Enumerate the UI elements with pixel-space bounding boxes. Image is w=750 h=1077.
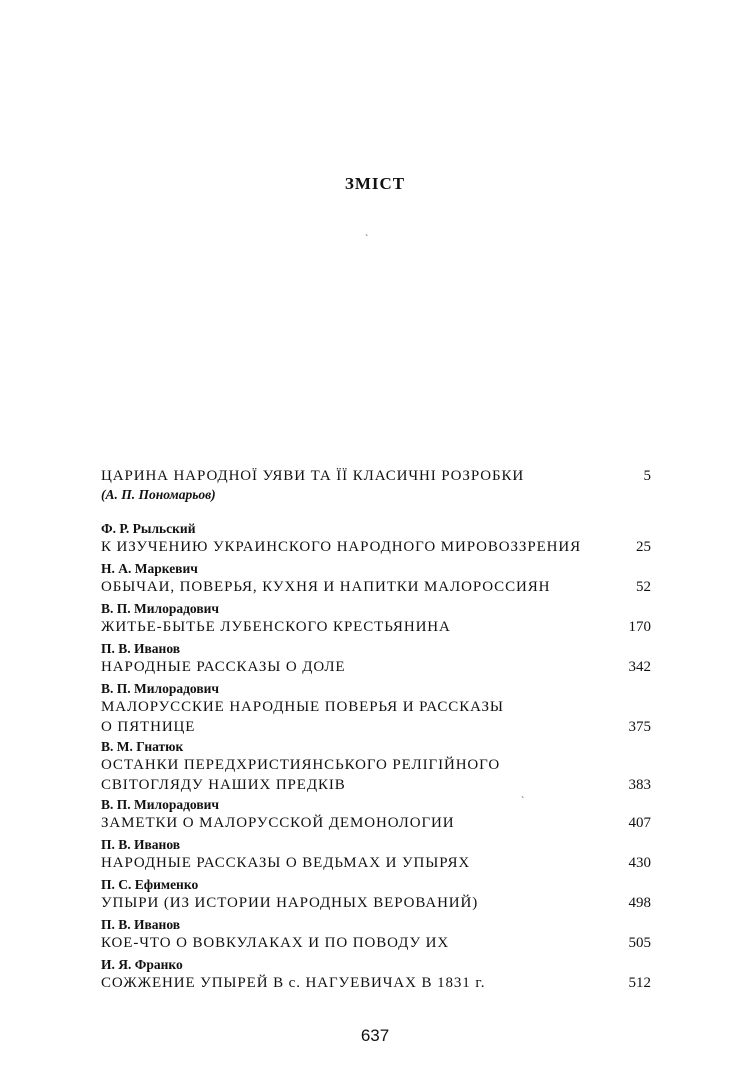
toc-entry[interactable] (101, 956, 651, 996)
page-number: 512 (628, 975, 651, 991)
scan-speck: ˋ (521, 796, 525, 807)
page-number: 170 (628, 619, 651, 635)
entry-title-line: ЦАРИНА НАРОДНОЇ УЯВИ ТА ЇЇ КЛАСИЧНІ РОЗРОБКИ (101, 468, 525, 484)
page-number: 25 (636, 539, 651, 555)
page-number: 407 (628, 815, 651, 831)
scan-speck: ˋ (365, 234, 369, 245)
entry-title-line: НАРОДНЫЕ РАССКАЗЫ О ДОЛЕ (101, 659, 346, 675)
toc-entry[interactable] (101, 836, 651, 876)
entry-title-line: К ИЗУЧЕНИЮ УКРАИНСКОГО НАРОДНОГО МИРОВОЗЗРЕНИЯ (101, 539, 582, 555)
toc-entry[interactable] (101, 560, 651, 600)
toc-entry[interactable] (101, 738, 651, 796)
entry-author: И. Я. Франко (101, 957, 183, 972)
page-number: 52 (636, 579, 651, 595)
page-title: ЗМІСТ (344, 174, 406, 193)
folio-page-number: 637 (360, 1026, 390, 1045)
entry-author: П. В. Иванов (101, 837, 181, 852)
page-number: 505 (628, 935, 651, 951)
entry-title-line: ОБЫЧАИ, ПОВЕРЬЯ, КУХНЯ И НАПИТКИ МАЛОРОССИЯН (101, 579, 551, 595)
entry-subtitle: (А. П. Пономарьов) (101, 487, 216, 502)
entry-title-line: ОСТАНКИ ПЕРЕДХРИСТИЯНСЬКОГО РЕЛІГІЙНОГО (101, 757, 501, 773)
entry-title-line: О ПЯТНИЦЕ (101, 719, 196, 735)
entry-title-line: СВІТОГЛЯДУ НАШИХ ПРЕДКІВ (101, 777, 346, 793)
page-number: 5 (643, 468, 651, 484)
entry-author: В. П. Милорадович (101, 681, 220, 696)
table-of-contents (101, 466, 651, 996)
entry-author: Н. А. Маркевич (101, 561, 198, 576)
entry-author: П. В. Иванов (101, 917, 181, 932)
page-number: 430 (628, 855, 651, 871)
entry-author: В. М. Гнатюк (101, 739, 184, 754)
entry-author: В. П. Милорадович (101, 601, 220, 616)
entry-title-line: НАРОДНЫЕ РАССКАЗЫ О ВЕДЬМАХ И УПЫРЯХ (101, 855, 471, 871)
entry-author: П. С. Ефименко (101, 877, 199, 892)
page-number: 375 (628, 719, 651, 735)
entry-author: Ф. Р. Рыльский (101, 521, 196, 536)
entry-title-line: МАЛОРУССКИЕ НАРОДНЫЕ ПОВЕРЬЯ И РАССКАЗЫ (101, 699, 504, 715)
entry-title-line: ЖИТЬЕ-БЫТЬЕ ЛУБЕНСКОГО КРЕСТЬЯНИНА (101, 619, 451, 635)
toc-entry[interactable] (101, 466, 651, 520)
toc-entry[interactable] (101, 796, 651, 836)
page-number: 383 (628, 777, 651, 793)
entry-author: П. В. Иванов (101, 641, 181, 656)
toc-entry[interactable] (101, 520, 651, 560)
page-number: 342 (628, 659, 651, 675)
toc-entry[interactable] (101, 640, 651, 680)
toc-entry[interactable] (101, 600, 651, 640)
toc-entry[interactable] (101, 680, 651, 738)
toc-entry[interactable] (101, 876, 651, 916)
entry-author: В. П. Милорадович (101, 797, 220, 812)
entry-title-line: СОЖЖЕНИЕ УПЫРЕЙ В с. НАГУЕВИЧАХ В 1831 г. (101, 975, 486, 991)
entry-title-line: УПЫРИ (ИЗ ИСТОРИИ НАРОДНЫХ ВЕРОВАНИЙ) (101, 895, 479, 911)
toc-entry[interactable] (101, 916, 651, 956)
entry-title-line: ЗАМЕТКИ О МАЛОРУССКОЙ ДЕМОНОЛОГИИ (101, 815, 455, 831)
entry-title-line: КОЕ-ЧТО О ВОВКУЛАКАХ И ПО ПОВОДУ ИХ (101, 935, 450, 951)
page-number: 498 (628, 895, 651, 911)
